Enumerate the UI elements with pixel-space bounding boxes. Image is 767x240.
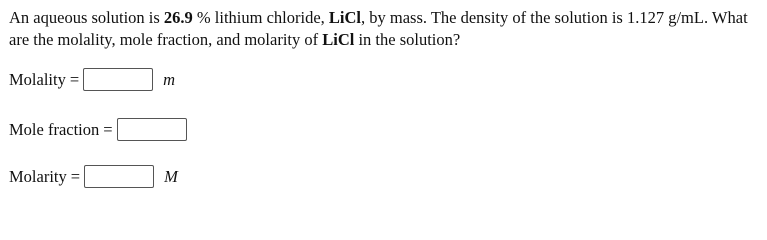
question-part-2: % lithium chloride, [192, 8, 329, 27]
molality-unit: m [163, 69, 176, 89]
molality-row [9, 68, 175, 91]
question-part-4: in the solution? [354, 30, 461, 49]
mole-fraction-input[interactable] [117, 118, 187, 141]
molarity-equals: = [70, 166, 81, 186]
mole-fraction-row [9, 118, 187, 141]
formula-licl-2: LiCl [322, 30, 355, 49]
molality-label: Molality [9, 69, 66, 89]
molality-equals: = [69, 69, 80, 89]
percent-value: 26.9 [163, 8, 193, 27]
mole-fraction-label: Mole fraction [9, 119, 100, 139]
mole-fraction-equals: = [103, 119, 113, 139]
molarity-label: Molarity [9, 166, 67, 186]
formula-licl: LiCl [328, 8, 361, 27]
molarity-row [9, 165, 178, 188]
molarity-input[interactable] [84, 165, 154, 188]
question-part-1: An aqueous solution is [9, 8, 164, 27]
molarity-unit: M [164, 166, 178, 186]
question-text [9, 7, 761, 51]
molality-input[interactable] [83, 68, 153, 91]
question-part-3: , by mass. The density of the solution is 1.127 g/mL. What are the molality, mole fraction, and molarity of [9, 8, 748, 49]
